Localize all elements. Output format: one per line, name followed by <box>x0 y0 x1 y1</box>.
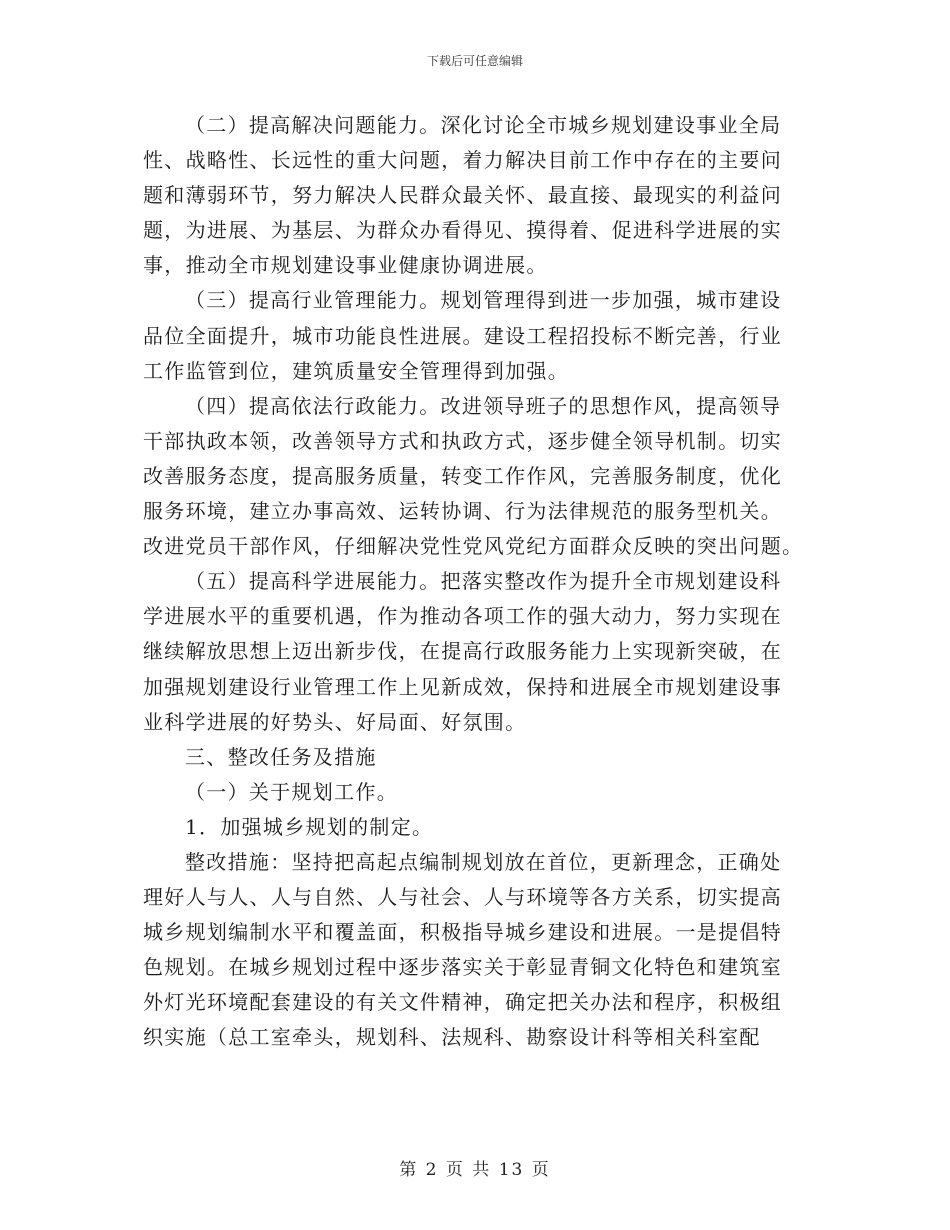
text-line: （一）关于规划工作。 <box>185 779 398 804</box>
text-line: 服务环境，建立办事高效、运转协调、行为法律规范的服务型机关。 <box>143 499 782 524</box>
text-line: （四）提高依法行政能力。改进领导班子的思想作风，提高领导 <box>185 393 782 418</box>
document-body <box>143 108 803 1056</box>
text-line: 理好人与人、人与自然、人与社会、人与环境等各方关系，切实提高 <box>143 885 782 910</box>
text-line: 色规划。在城乡规划过程中逐步落实关于彰显青铜文化特色和建筑室 <box>143 955 782 980</box>
text-line: 学进展水平的重要机遇，作为推动各项工作的强大动力，努力实现在 <box>143 604 782 629</box>
page-header: 下载后可任意编辑 <box>426 54 523 68</box>
page-footer: 第 2 页 共 13 页 <box>399 1160 551 1180</box>
text-line: 业科学进展的好势头、好局面、好氛围。 <box>143 709 527 734</box>
text-line: 城乡规划编制水平和覆盖面，积极指导城乡建设和进展。一是提倡特 <box>143 920 782 945</box>
text-line: 整改措施：坚持把高起点编制规划放在首位，更新理念，正确处 <box>185 849 782 874</box>
text-line: 品位全面提升，城市功能良性进展。建设工程招投标不断完善，行业 <box>143 323 782 348</box>
text-line: 三、整改任务及措施 <box>185 744 377 769</box>
text-line: （二）提高解决问题能力。深化讨论全市城乡规划建设事业全局 <box>185 113 782 137</box>
text-line: 题和薄弱环节，努力解决人民群众最关怀、最直接、最现实的利益问 <box>143 183 782 208</box>
text-line: 1．加强城乡规划的制定。 <box>185 814 434 839</box>
text-line: 外灯光环境配套建设的有关文件精神，确定把关办法和程序，积极组 <box>143 990 782 1015</box>
text-line: 干部执政本领，改善领导方式和执政方式，逐步健全领导机制。切实 <box>143 428 782 453</box>
text-line: 织实施（总工室牵头，规划科、法规科、勘察设计科等相关科室配 <box>143 1025 761 1050</box>
text-line: 改善服务态度，提高服务质量，转变工作作风，完善服务制度，优化 <box>143 463 782 488</box>
text-line: 题，为进展、为基层、为群众办看得见、摸得着、促进科学进展的实 <box>143 218 782 243</box>
text-line: 加强规划建设行业管理工作上见新成效，保持和进展全市规划建设事 <box>143 674 782 699</box>
text-line: 继续解放思想上迈出新步伐，在提高行政服务能力上实现新突破，在 <box>143 639 782 664</box>
text-line: 改进党员干部作风，仔细解决党性党风党纪方面群众反映的突出问题。 <box>143 534 804 559</box>
text-line: 性、战略性、长远性的重大问题，着力解决目前工作中存在的主要问 <box>143 148 782 173</box>
text-line: （五）提高科学进展能力。把落实整改作为提升全市规划建设科 <box>185 569 782 594</box>
text-line: 工作监管到位，建筑质量安全管理得到加强。 <box>143 358 569 383</box>
text-line: （三）提高行业管理能力。规划管理得到进一步加强，城市建设 <box>185 288 782 313</box>
text-line: 事，推动全市规划建设事业健康协调进展。 <box>143 253 548 278</box>
